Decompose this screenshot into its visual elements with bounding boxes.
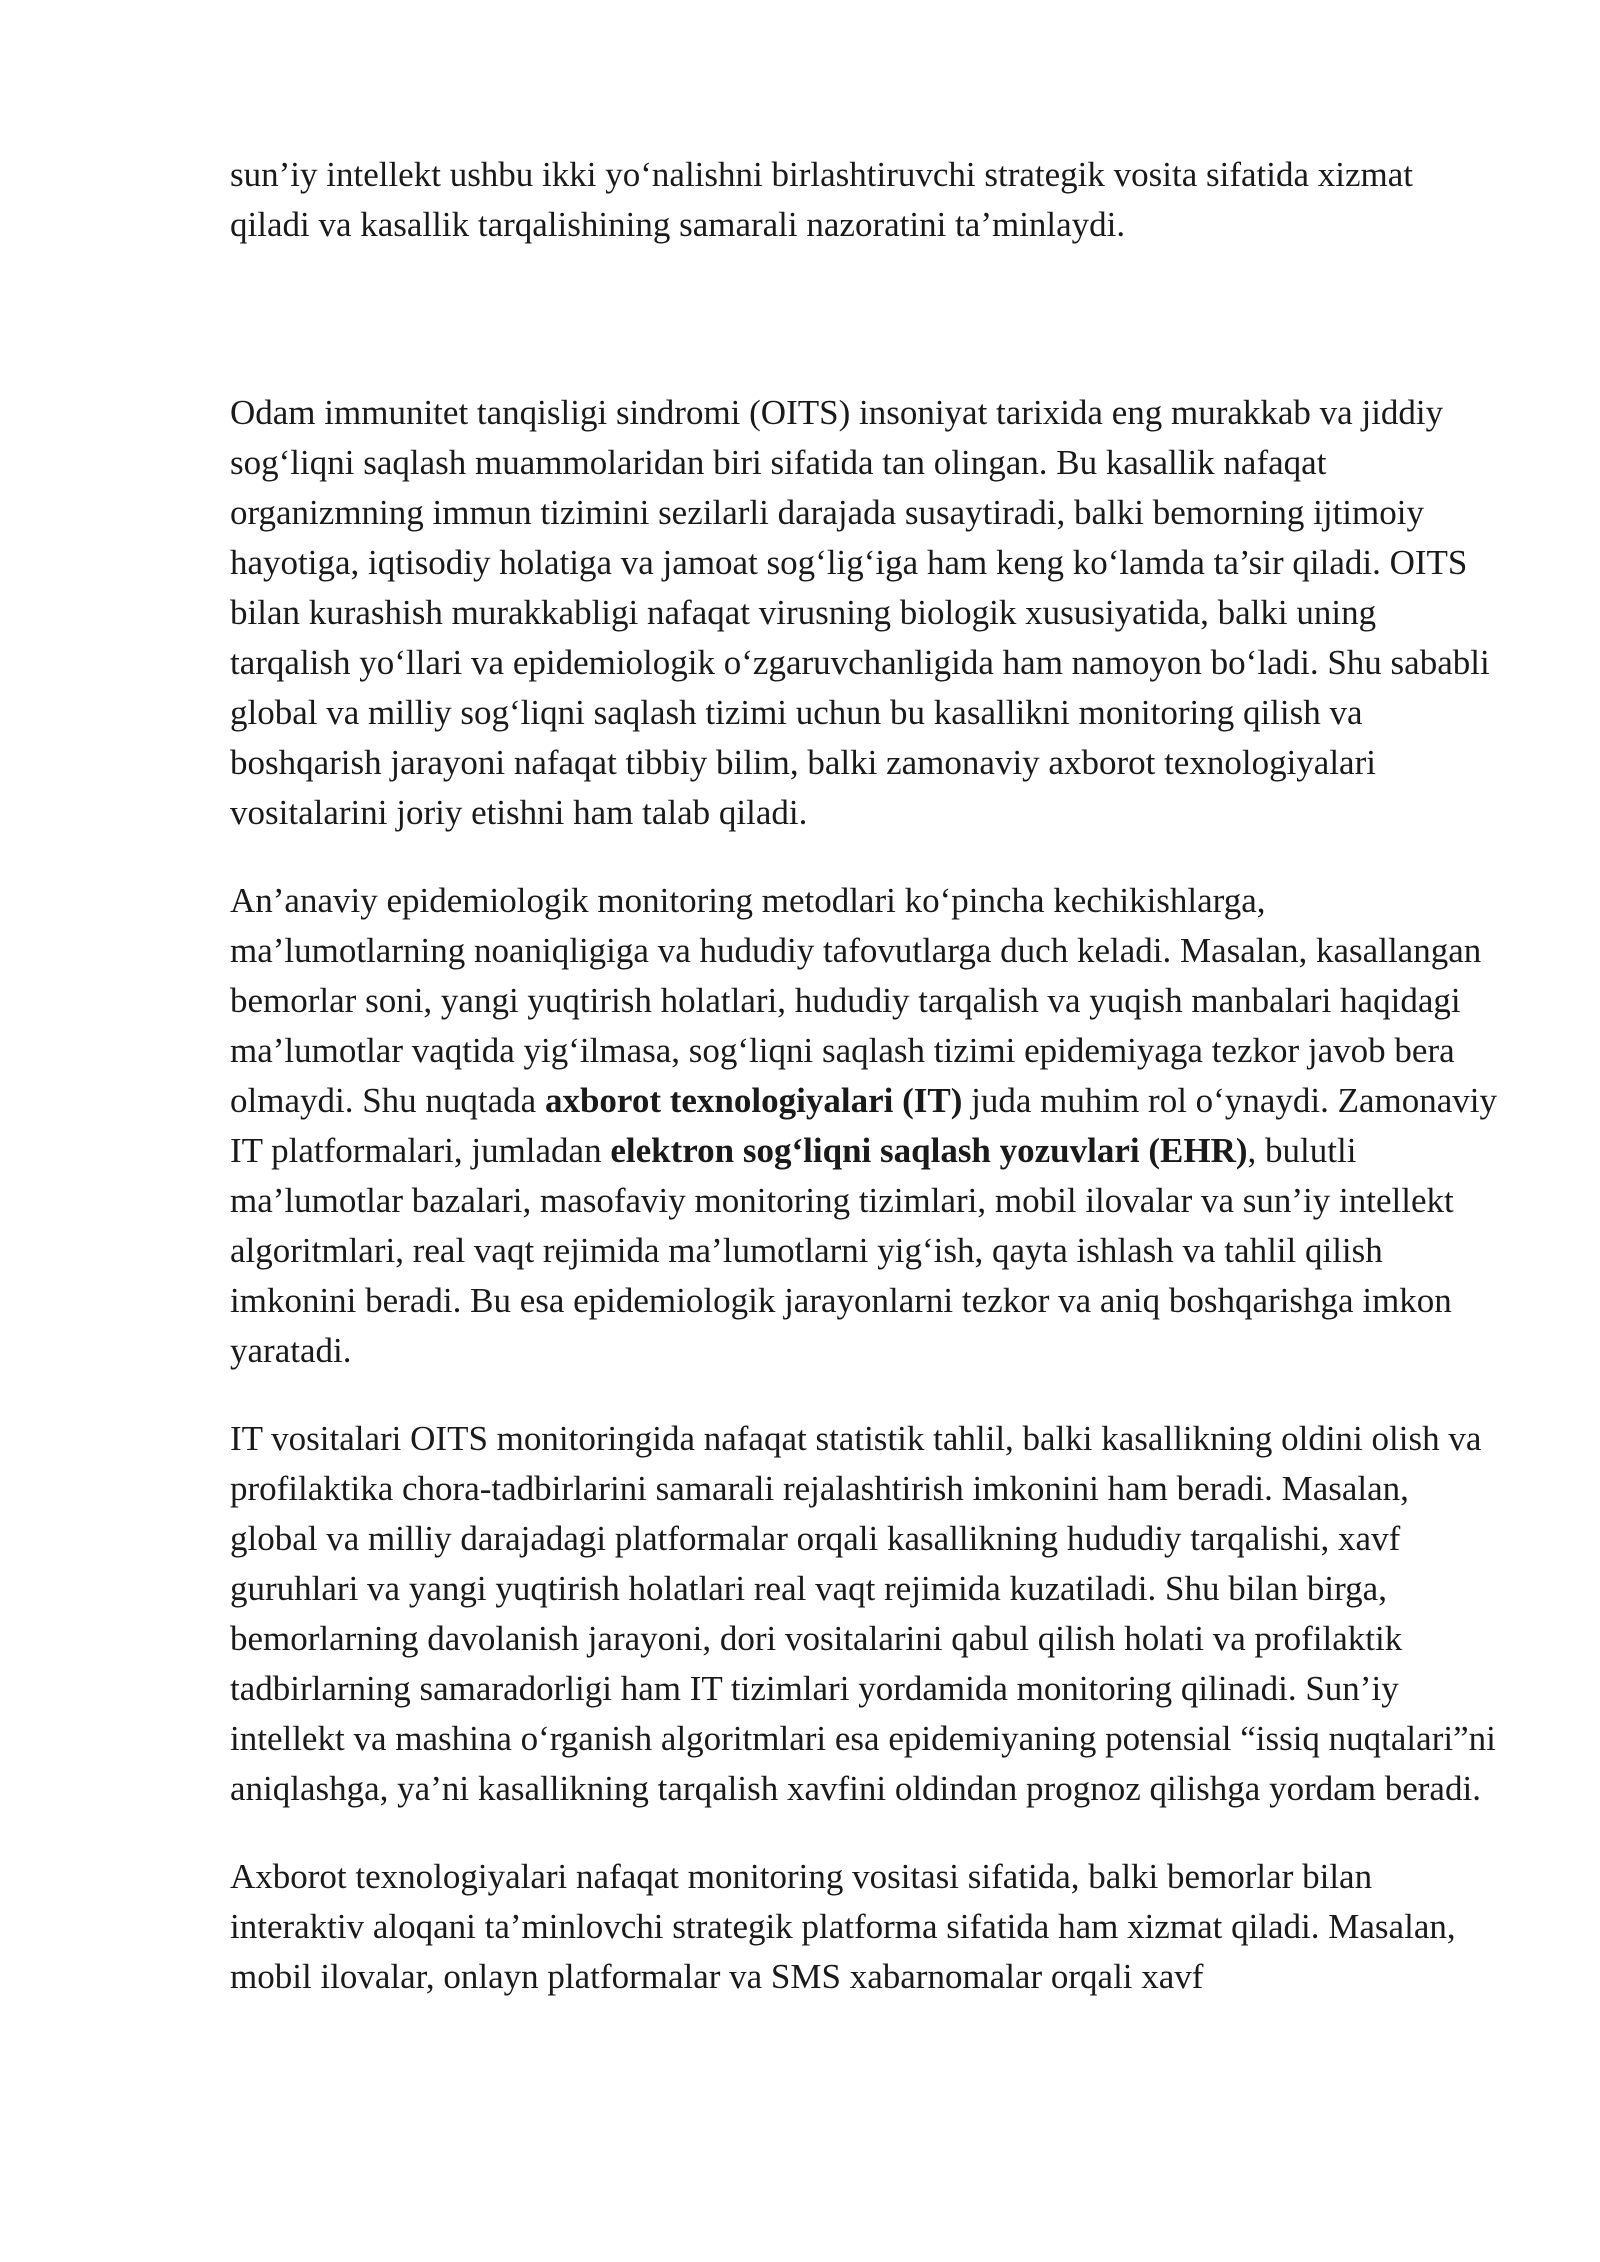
paragraph-intro-continuation	[230, 150, 1500, 250]
paragraph-it-tools	[230, 1414, 1500, 1814]
text-segment: Axborot texnologiyalari nafaqat monitoring vositasi sifatida, balki bemorlar bilan interaktiv aloqani ta’minlovchi strategik platforma sifatida ham xizmat qiladi. Masalan, mobil ilovalar, onlayn platformalar va SMS xabarnomalar orqali xavf	[230, 1857, 1456, 1996]
text-segment: juda muhim rol o‘ynaydi. Zamonaviy IT platformalari, jumladan	[230, 1081, 1497, 1170]
text-segment: , bulutli ma’lumotlar bazalari, masofaviy monitoring tizimlari, mobil ilovalar va sun’iy intellekt algoritmlari, real vaqt rejimida ma’lumotlarni yig‘ish, qayta ishlash va tahlil qilish imkonini beradi. Bu esa epidemiologik jarayonlarni tezkor va aniq boshqarishga imkon yaratadi.	[230, 1131, 1454, 1370]
text-segment: IT vositalari OITS monitoringida nafaqat statistik tahlil, balki kasallikning oldini olish va profilaktika chora-tadbirlarini samarali rejalashtirish imkonini ham beradi. Masalan, global va milliy darajadagi platformalar orqali kasallikning hududiy tarqalishi, xavf guruhlari va yangi yuqtirish holatlari real vaqt rejimida kuzatiladi. Shu bilan birga, bemorlarning davolanish jarayoni, dori vositalarini qabul qilish holati va profilaktik tadbirlarning samaradorligi ham IT tizimlari yordamida monitoring qilinadi. Sun’iy intellekt va mashina o‘rganish algoritmlari esa epidemiyaning potensial “issiq nuqtalari”ni aniqlashga, ya’ni kasallikning tarqalish xavfini oldindan prognoz qilishga yordam beradi.	[230, 1419, 1496, 1808]
paragraph-oits-overview	[230, 388, 1500, 838]
paragraph-traditional-monitoring	[230, 876, 1500, 1376]
bold-term-it: axborot texnologiyalari (IT)	[544, 1081, 963, 1120]
bold-term-ehr: elektron sog‘liqni saqlash yozuvlari (EHR)	[610, 1131, 1248, 1170]
document-body	[230, 150, 1500, 2040]
text-segment: An’anaviy epidemiologik monitoring metodlari ko‘pincha kechikishlarga, ma’lumotlarning noaniqligiga va hududiy tafovutlarga duch keladi. Masalan, kasallangan bemorlar soni, yangi yuqtirish holatlari, hududiy tarqalish va yuqish manbalari haqidagi ma’lumotlar vaqtida yig‘ilmasa, sog‘liqni saqlash tizimi epidemiyaga tezkor javob bera olmaydi. Shu nuqtada	[230, 881, 1482, 1120]
text-segment: Odam immunitet tanqisligi sindromi (OITS) insoniyat tarixida eng murakkab va jiddiy sog‘liqni saqlash muammolaridan biri sifatida tan olingan. Bu kasallik nafaqat organizmning immun tizimini sezilarli darajada susaytiradi, balki bemorning ijtimoiy hayotiga, iqtisodiy holatiga va jamoat sog‘lig‘iga ham keng ko‘lamda ta’sir qiladi. OITS bilan kurashish murakkabligi nafaqat virusning biologik xususiyatida, balki uning tarqalish yo‘llari va epidemiologik o‘zgaruvchanligida ham namoyon bo‘ladi. Shu sababli global va milliy sog‘liqni saqlash tizimi uchun bu kasallikni monitoring qilish va boshqarish jarayoni nafaqat tibbiy bilim, balki zamonaviy axborot texnologiyalari vositalarini joriy etishni ham talab qiladi.	[230, 393, 1490, 832]
text-segment: sun’iy intellekt ushbu ikki yo‘nalishni birlashtiruvchi strategik vosita sifatida xizmat qiladi va kasallik tarqalishining samarali nazoratini ta’minlaydi.	[230, 155, 1413, 244]
paragraph-it-platform	[230, 1852, 1500, 2002]
